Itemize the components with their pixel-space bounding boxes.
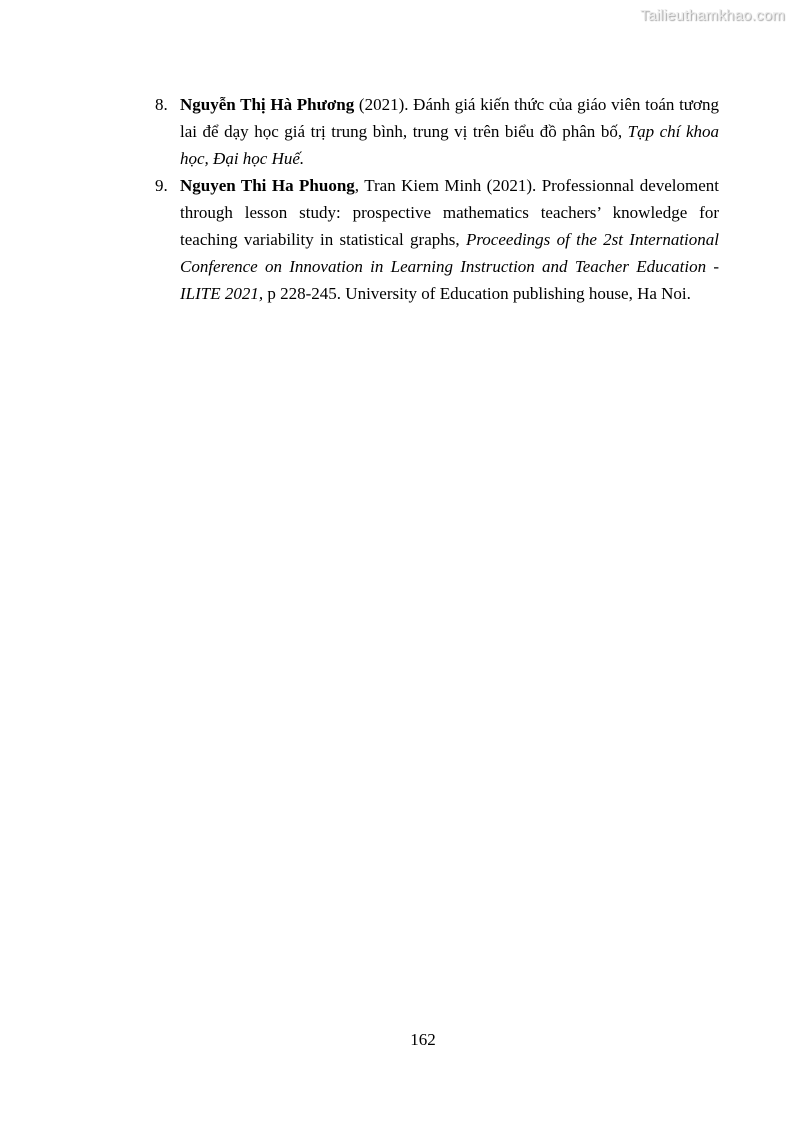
reference-list	[155, 91, 720, 307]
reference-author-bold: Nguyễn Thị Hà Phương	[180, 95, 355, 114]
reference-item-8	[155, 91, 719, 172]
reference-number: 9.	[155, 176, 168, 195]
reference-body-text: (2021). Đánh giá kiến thức của giáo viên toán tương lai để dạy học giá trị trung bình, trung vị trên biểu đồ phân bố,	[180, 95, 719, 141]
reference-text	[180, 176, 719, 303]
reference-text	[180, 95, 719, 168]
watermark: Tailieuthamkhao.com	[640, 7, 785, 24]
reference-number: 8.	[155, 95, 168, 114]
reference-item-9	[155, 172, 720, 307]
reference-body-text: , Tran Kiem Minh (2021). Professionnal develoment through lesson study: prospective mathematics teachers’ knowledge for teaching variability in statistical graphs,	[180, 176, 720, 249]
reference-journal-italic: Tạp chí khoa học, Đại học Huế.	[180, 122, 719, 168]
reference-tail-text: p 228-245. University of Education publishing house, Ha Noi.	[263, 284, 691, 303]
reference-author-bold: Nguyen Thi Ha Phuong	[180, 176, 355, 195]
page-number: 162	[410, 1030, 436, 1049]
reference-proceedings-italic: Proceedings of the 2st International Conference on Innovation in Learning Instruction and Teacher Education - ILITE 2021,	[180, 230, 720, 303]
